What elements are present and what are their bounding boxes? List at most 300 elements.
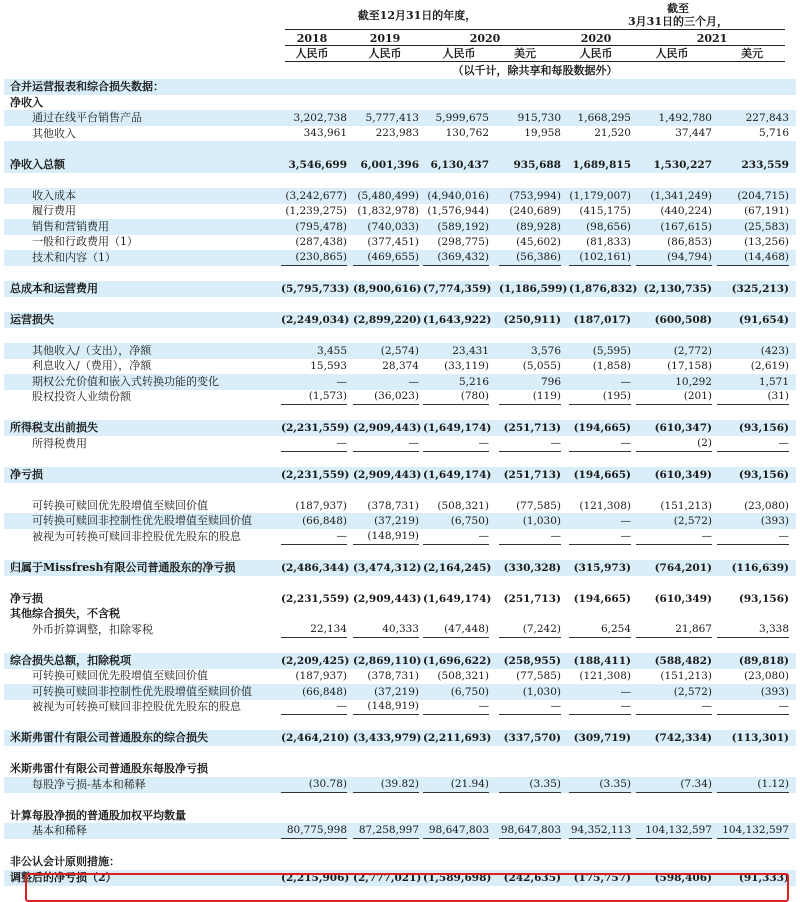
table-row (4, 823, 796, 839)
value-cell: 227,843 (745, 112, 789, 124)
value-cell: (187,937) (295, 670, 347, 682)
value-cell: (194,665) (573, 468, 631, 481)
value-cell: (2,486,344) (281, 561, 350, 574)
value-cell: 1,689,815 (572, 158, 631, 171)
value-cell: (330,328) (503, 561, 561, 574)
value-cell: 130,762 (423, 126, 489, 142)
value-cell: 1,530,227 (653, 158, 712, 171)
value-cell: — (569, 699, 631, 715)
value-cell: (201) (636, 389, 712, 405)
value-cell: (204,715) (737, 189, 789, 202)
value-cell: (1,643,922) (423, 313, 492, 326)
value-cell: — (636, 699, 712, 715)
value-cell: (1,239,275) (285, 205, 347, 217)
value-cell: 5,216 (458, 375, 489, 388)
value-cell: — (499, 436, 561, 452)
quarter-period-header-line1: 截至 (667, 2, 689, 15)
value-cell: (3,242,677) (285, 189, 347, 202)
value-cell: (77,585) (516, 670, 561, 682)
row-label: 归属于Missfresh有限公司普通股东的净亏损 (10, 560, 236, 574)
row-label: 期权公允价值和嵌入式转换功能的变化 (32, 374, 219, 388)
value-cell: (187,937) (295, 499, 347, 512)
value-cell: (47,448) (423, 622, 489, 638)
year-2019: 2019 (369, 32, 401, 45)
row-label: 被视为可转换可赎回非控股优先股东的股息 (32, 529, 241, 543)
year-2020: 2020 (469, 32, 501, 45)
value-cell: (2,909,443) (353, 422, 422, 434)
row-label: 可转换可赎回非控制性优先股增值至赎回价值 (32, 684, 252, 698)
table-row (4, 467, 796, 483)
currency-col-7: 美元 (741, 47, 763, 60)
year-2021-q: 2021 (696, 32, 728, 45)
value-cell: (113,301) (731, 732, 789, 744)
table-row (4, 219, 796, 235)
value-cell: — (717, 699, 789, 715)
table-row (4, 188, 796, 204)
value-cell: 21,520 (569, 126, 631, 142)
table-row (4, 529, 796, 545)
spacer-row (4, 746, 796, 762)
value-cell: — (281, 529, 347, 545)
value-cell: (93,156) (738, 592, 789, 605)
value-cell: (8,900,616) (353, 282, 422, 295)
spacer-row (4, 575, 796, 591)
spacer-row (4, 715, 796, 731)
value-cell: (309,719) (573, 732, 631, 744)
value-cell: (2,464,210) (281, 732, 350, 744)
spacer-row (4, 451, 796, 467)
value-cell: 915,730 (517, 112, 561, 124)
unit-note: （以千计，除共享和每股数据外） (452, 64, 618, 77)
value-cell: (315,973) (573, 561, 631, 574)
value-cell: (240,689) (509, 205, 561, 217)
value-cell: (37,219) (374, 515, 419, 527)
table-row (4, 560, 796, 576)
value-cell: 5,716 (717, 126, 789, 142)
table-row (4, 343, 796, 359)
value-cell: (94,794) (636, 250, 712, 266)
value-cell: (2,574) (380, 344, 419, 357)
value-cell: (3.35) (499, 777, 561, 793)
row-label: 外币折算调整，扣除零税 (32, 622, 153, 636)
value-cell: (2,869,110) (353, 654, 422, 667)
value-cell: (588,482) (654, 654, 712, 667)
value-cell: (151,213) (660, 499, 712, 512)
value-cell: (2,215,906) (281, 871, 350, 884)
table-row (4, 622, 796, 638)
value-cell: (469,655) (353, 250, 419, 266)
value-cell: (795,478) (295, 220, 347, 233)
value-cell: (250,911) (503, 313, 561, 326)
value-cell: (251,713) (503, 468, 561, 481)
value-cell: 15,593 (310, 360, 347, 372)
value-cell: (393) (760, 515, 789, 527)
value-cell: (91,333) (738, 871, 789, 884)
spacer-row (4, 544, 796, 560)
value-cell: (2,619) (750, 360, 789, 372)
value-cell: (1,696,622) (423, 654, 492, 667)
value-cell: 104,132,597 (636, 823, 712, 839)
value-cell: (148,919) (353, 529, 419, 545)
value-cell: (5,480,499) (357, 189, 419, 202)
value-cell: (31) (717, 389, 789, 405)
value-cell: (1.12) (717, 777, 789, 793)
value-cell: — (636, 529, 712, 545)
value-cell: (1,649,174) (423, 592, 492, 605)
row-label: 米斯弗雷什有限公司普通股东每股净亏损 (10, 762, 208, 775)
value-cell: (2,572) (673, 685, 712, 698)
value-cell: (2,249,034) (281, 313, 350, 326)
value-cell: (93,156) (738, 422, 789, 434)
value-cell: 1,492,780 (658, 112, 712, 124)
row-label: 每股净亏损-基本和稀释 (32, 777, 146, 791)
table-row (4, 312, 796, 328)
value-cell: (2,231,559) (281, 422, 350, 434)
value-cell: (287,438) (295, 236, 347, 248)
table-row (4, 79, 796, 95)
header-rule-bottom (285, 61, 785, 62)
row-label: 计算每股净损的普通股加权平均数量 (10, 808, 186, 822)
table-row (4, 668, 796, 684)
row-label: 所得税费用 (32, 436, 87, 450)
value-cell: 343,961 (281, 126, 347, 142)
row-label: 其他综合损失，不含税 (10, 607, 120, 620)
value-cell: (740,033) (367, 220, 419, 233)
value-cell: 233,559 (741, 158, 789, 171)
row-label: 技术和内容（1） (32, 250, 116, 264)
value-cell: — (620, 515, 631, 527)
value-cell: (30.78) (281, 777, 347, 793)
value-cell: (2) (636, 436, 712, 452)
value-cell: 87,258,997 (353, 823, 419, 839)
header-rule-mid (285, 45, 785, 46)
value-cell: (81,833) (586, 236, 631, 248)
table-row (4, 358, 796, 374)
spacer-row (4, 405, 796, 421)
value-cell: (5,055) (522, 360, 561, 372)
value-cell: (1,649,174) (423, 468, 492, 481)
value-cell: — (408, 375, 419, 388)
value-cell: — (717, 436, 789, 452)
value-cell: (91,654) (738, 313, 789, 326)
value-cell: (610,349) (654, 468, 712, 481)
value-cell: (93,156) (738, 468, 789, 481)
value-cell: 23,431 (452, 344, 489, 357)
value-cell: (195) (569, 389, 631, 405)
value-cell: — (620, 685, 631, 698)
spacer-row (4, 296, 796, 312)
value-cell: (2,209,425) (281, 654, 350, 667)
value-cell: 3,338 (717, 622, 789, 638)
value-cell: (2,909,443) (353, 592, 422, 605)
row-label: 股权投资人业绩份额 (32, 390, 131, 403)
row-label: 其他收入/（支出），净额 (32, 343, 152, 357)
value-cell: (121,308) (579, 499, 631, 512)
table-row (4, 730, 796, 746)
table-row (4, 157, 796, 173)
value-cell: (151,213) (660, 670, 712, 682)
value-cell: — (499, 529, 561, 545)
value-cell: (251,713) (503, 592, 561, 605)
table-row (4, 854, 796, 870)
row-label: 履行费用 (32, 204, 76, 217)
value-cell: (188,411) (573, 654, 631, 667)
value-cell: (148,919) (353, 699, 419, 715)
row-label: 综合损失总额，扣除税项 (10, 653, 131, 667)
value-cell: (119) (499, 389, 561, 405)
value-cell: 37,447 (636, 126, 712, 142)
row-label: 调整后的净亏损（2） (10, 870, 117, 884)
value-cell: (7,774,359) (423, 282, 492, 295)
value-cell: 98,647,803 (499, 823, 561, 839)
value-cell: (175,757) (573, 871, 631, 884)
value-cell: (1,030) (522, 515, 561, 527)
value-cell: 3,455 (316, 344, 347, 357)
currency-col-1: 人民币 (295, 47, 329, 60)
value-cell: (440,224) (660, 205, 712, 217)
row-label: 通过在线平台销售产品 (32, 111, 142, 124)
currency-col-4: 美元 (514, 47, 536, 60)
value-cell: (89,818) (738, 654, 789, 667)
row-label: 净亏损 (10, 591, 43, 605)
year-2018: 2018 (296, 32, 328, 45)
value-cell: (116,639) (731, 561, 789, 574)
value-cell: (1,030) (522, 685, 561, 698)
table-row (4, 684, 796, 700)
value-cell: 6,130,437 (430, 158, 489, 171)
value-cell: 21,867 (636, 622, 712, 638)
value-cell: (66,848) (302, 515, 347, 527)
quarter-period-header-line2: 3月31日的三个月， (628, 15, 728, 28)
value-cell: (45,602) (516, 236, 561, 248)
table-row (4, 110, 796, 126)
value-cell: (2,572) (673, 515, 712, 527)
table-row (4, 95, 796, 111)
value-cell: (780) (423, 389, 489, 405)
value-cell: (251,713) (503, 422, 561, 434)
table-row (4, 513, 796, 529)
table-row (4, 777, 796, 793)
table-row (4, 389, 796, 405)
value-cell: (194,665) (573, 592, 631, 605)
value-cell: 1,668,295 (577, 112, 631, 124)
value-cell: (167,615) (660, 220, 712, 233)
row-label: 利息收入/（费用），净额 (32, 359, 152, 372)
value-cell: (86,853) (667, 236, 712, 248)
currency-col-6: 人民币 (655, 47, 689, 60)
table-row (4, 281, 796, 297)
value-cell: (508,321) (437, 670, 489, 682)
value-cell: — (281, 436, 347, 452)
row-label: 被视为可转换可赎回非控股优先股东的股息 (32, 700, 241, 713)
value-cell: (1,186,599) (499, 282, 568, 295)
value-cell: 10,292 (675, 375, 712, 388)
value-cell: 104,132,597 (717, 823, 789, 839)
value-cell: (89,928) (516, 220, 561, 233)
value-cell: (36,023) (353, 389, 419, 405)
value-cell: 5,999,675 (435, 112, 489, 124)
value-cell: (7.34) (636, 777, 712, 793)
value-cell: (589,192) (437, 220, 489, 233)
value-cell: (393) (760, 685, 789, 698)
value-cell: (2,130,735) (643, 282, 712, 295)
currency-col-2: 人民币 (368, 47, 402, 60)
value-cell: (21.94) (423, 777, 489, 793)
value-cell: 796 (540, 375, 561, 388)
value-cell: — (569, 436, 631, 452)
table-row (4, 653, 796, 669)
value-cell: (121,308) (579, 670, 631, 682)
value-cell: (3,433,979) (353, 732, 422, 744)
currency-col-5: 人民币 (579, 47, 613, 60)
value-cell: (742,334) (654, 732, 712, 744)
value-cell: — (620, 375, 631, 388)
value-cell: (298,775) (437, 236, 489, 248)
row-label: 所得税支出前损失 (10, 421, 98, 434)
value-cell: (600,508) (654, 313, 712, 326)
row-label: 运营损失 (10, 312, 54, 326)
value-cell: — (499, 699, 561, 715)
row-label: 米斯弗雷什有限公司普通股东的综合损失 (10, 731, 208, 744)
value-cell: — (423, 436, 489, 452)
value-cell: (14,468) (717, 250, 789, 266)
value-cell: (98,656) (586, 220, 631, 233)
row-label: 净亏损 (10, 467, 43, 481)
value-cell: (102,161) (569, 250, 631, 266)
value-cell: 935,688 (513, 158, 561, 171)
value-cell: (423) (760, 344, 789, 357)
value-cell: (1,573) (281, 389, 347, 405)
value-cell: (753,994) (509, 189, 561, 202)
row-label: 可转换可赎回优先股增值至赎回价值 (32, 498, 208, 512)
table-row (4, 250, 796, 266)
value-cell: 19,958 (499, 126, 561, 142)
value-cell: 5,777,413 (365, 112, 419, 124)
value-cell: (2,777,021) (353, 871, 422, 884)
table-row (4, 761, 796, 777)
value-cell: (1,589,698) (423, 871, 492, 884)
spacer-row (4, 327, 796, 343)
value-cell: (5,795,733) (281, 282, 350, 295)
value-cell: (25,583) (744, 220, 789, 233)
value-cell: (610,347) (654, 422, 712, 434)
value-cell: (1,858) (592, 360, 631, 372)
spacer-row (4, 839, 796, 855)
value-cell: (23,080) (744, 499, 789, 512)
value-cell: (37,219) (374, 685, 419, 698)
value-cell: (4,940,016) (427, 189, 489, 202)
value-cell: (3.35) (569, 777, 631, 793)
value-cell: (187,017) (573, 313, 631, 326)
value-cell: — (281, 699, 347, 715)
value-cell: 40,333 (353, 622, 419, 638)
table-row (4, 234, 796, 250)
row-label: 可转换可赎回优先股增值至赎回价值 (32, 669, 208, 682)
value-cell: (2,231,559) (281, 468, 350, 481)
spacer-row (4, 172, 796, 188)
table-row (4, 591, 796, 607)
year-2020-q: 2020 (580, 32, 612, 45)
value-cell: (23,080) (744, 670, 789, 682)
value-cell: (415,175) (579, 205, 631, 217)
spacer-row (4, 482, 796, 498)
value-cell: (764,201) (654, 561, 712, 574)
value-cell: — (353, 436, 419, 452)
table-row (4, 374, 796, 390)
value-cell: (1,649,174) (423, 422, 492, 434)
value-cell: — (423, 699, 489, 715)
value-cell: (6,750) (450, 515, 489, 527)
value-cell: (6,750) (450, 685, 489, 698)
value-cell: — (423, 529, 489, 545)
value-cell: (2,772) (673, 344, 712, 357)
highlight-box (25, 873, 789, 902)
value-cell: 3,202,738 (293, 112, 347, 124)
table-row (4, 699, 796, 715)
value-cell: (2,231,559) (281, 592, 350, 605)
value-cell: (377,451) (367, 236, 419, 248)
value-cell: (230,865) (281, 250, 347, 266)
value-cell: 6,254 (569, 622, 631, 638)
spacer-row (4, 141, 796, 157)
value-cell: — (569, 529, 631, 545)
value-cell: (378,731) (367, 499, 419, 512)
value-cell: (508,321) (437, 499, 489, 512)
value-cell: 28,374 (382, 360, 419, 372)
value-cell: (56,386) (499, 250, 561, 266)
row-label: 净收入 (10, 95, 43, 109)
value-cell: (194,665) (573, 422, 631, 434)
spacer-row (4, 265, 796, 281)
value-cell: 94,352,113 (569, 823, 631, 839)
table-row (4, 126, 796, 142)
value-cell: 80,775,998 (281, 823, 347, 839)
value-cell: (2,909,443) (353, 468, 422, 481)
header-rule-top (285, 29, 785, 30)
value-cell: — (717, 529, 789, 545)
table-row (4, 420, 796, 436)
value-cell: (1,576,944) (427, 205, 489, 217)
value-cell: (77,585) (516, 499, 561, 512)
spacer-row (4, 792, 796, 808)
value-cell: (13,256) (744, 236, 789, 248)
value-cell: (610,349) (654, 592, 712, 605)
value-cell: (2,164,245) (423, 561, 492, 574)
row-label: 总成本和运营费用 (10, 281, 98, 295)
value-cell: (17,158) (667, 360, 712, 372)
value-cell: 3,576 (530, 344, 561, 357)
value-cell: (7,242) (499, 622, 561, 638)
value-cell: 22,134 (281, 622, 347, 638)
row-label: 销售和营销费用 (32, 219, 109, 233)
value-cell: (67,191) (744, 205, 789, 217)
row-label: 合并运营报表和综合损失数据： (10, 80, 164, 93)
value-cell: 98,647,803 (423, 823, 489, 839)
value-cell: (1,341,249) (650, 189, 712, 202)
value-cell: (2,211,693) (423, 732, 492, 744)
row-label: 基本和稀释 (32, 824, 87, 837)
value-cell: (598,406) (654, 871, 712, 884)
table-row (4, 606, 796, 622)
value-cell: (369,432) (423, 250, 489, 266)
value-cell: (258,955) (503, 654, 561, 667)
row-label: 一般和行政费用（1） (32, 235, 138, 248)
table-row (4, 203, 796, 219)
currency-col-3: 人民币 (442, 47, 476, 60)
spacer-row (4, 637, 796, 653)
value-cell: (66,848) (302, 685, 347, 698)
value-cell: (378,731) (367, 670, 419, 682)
